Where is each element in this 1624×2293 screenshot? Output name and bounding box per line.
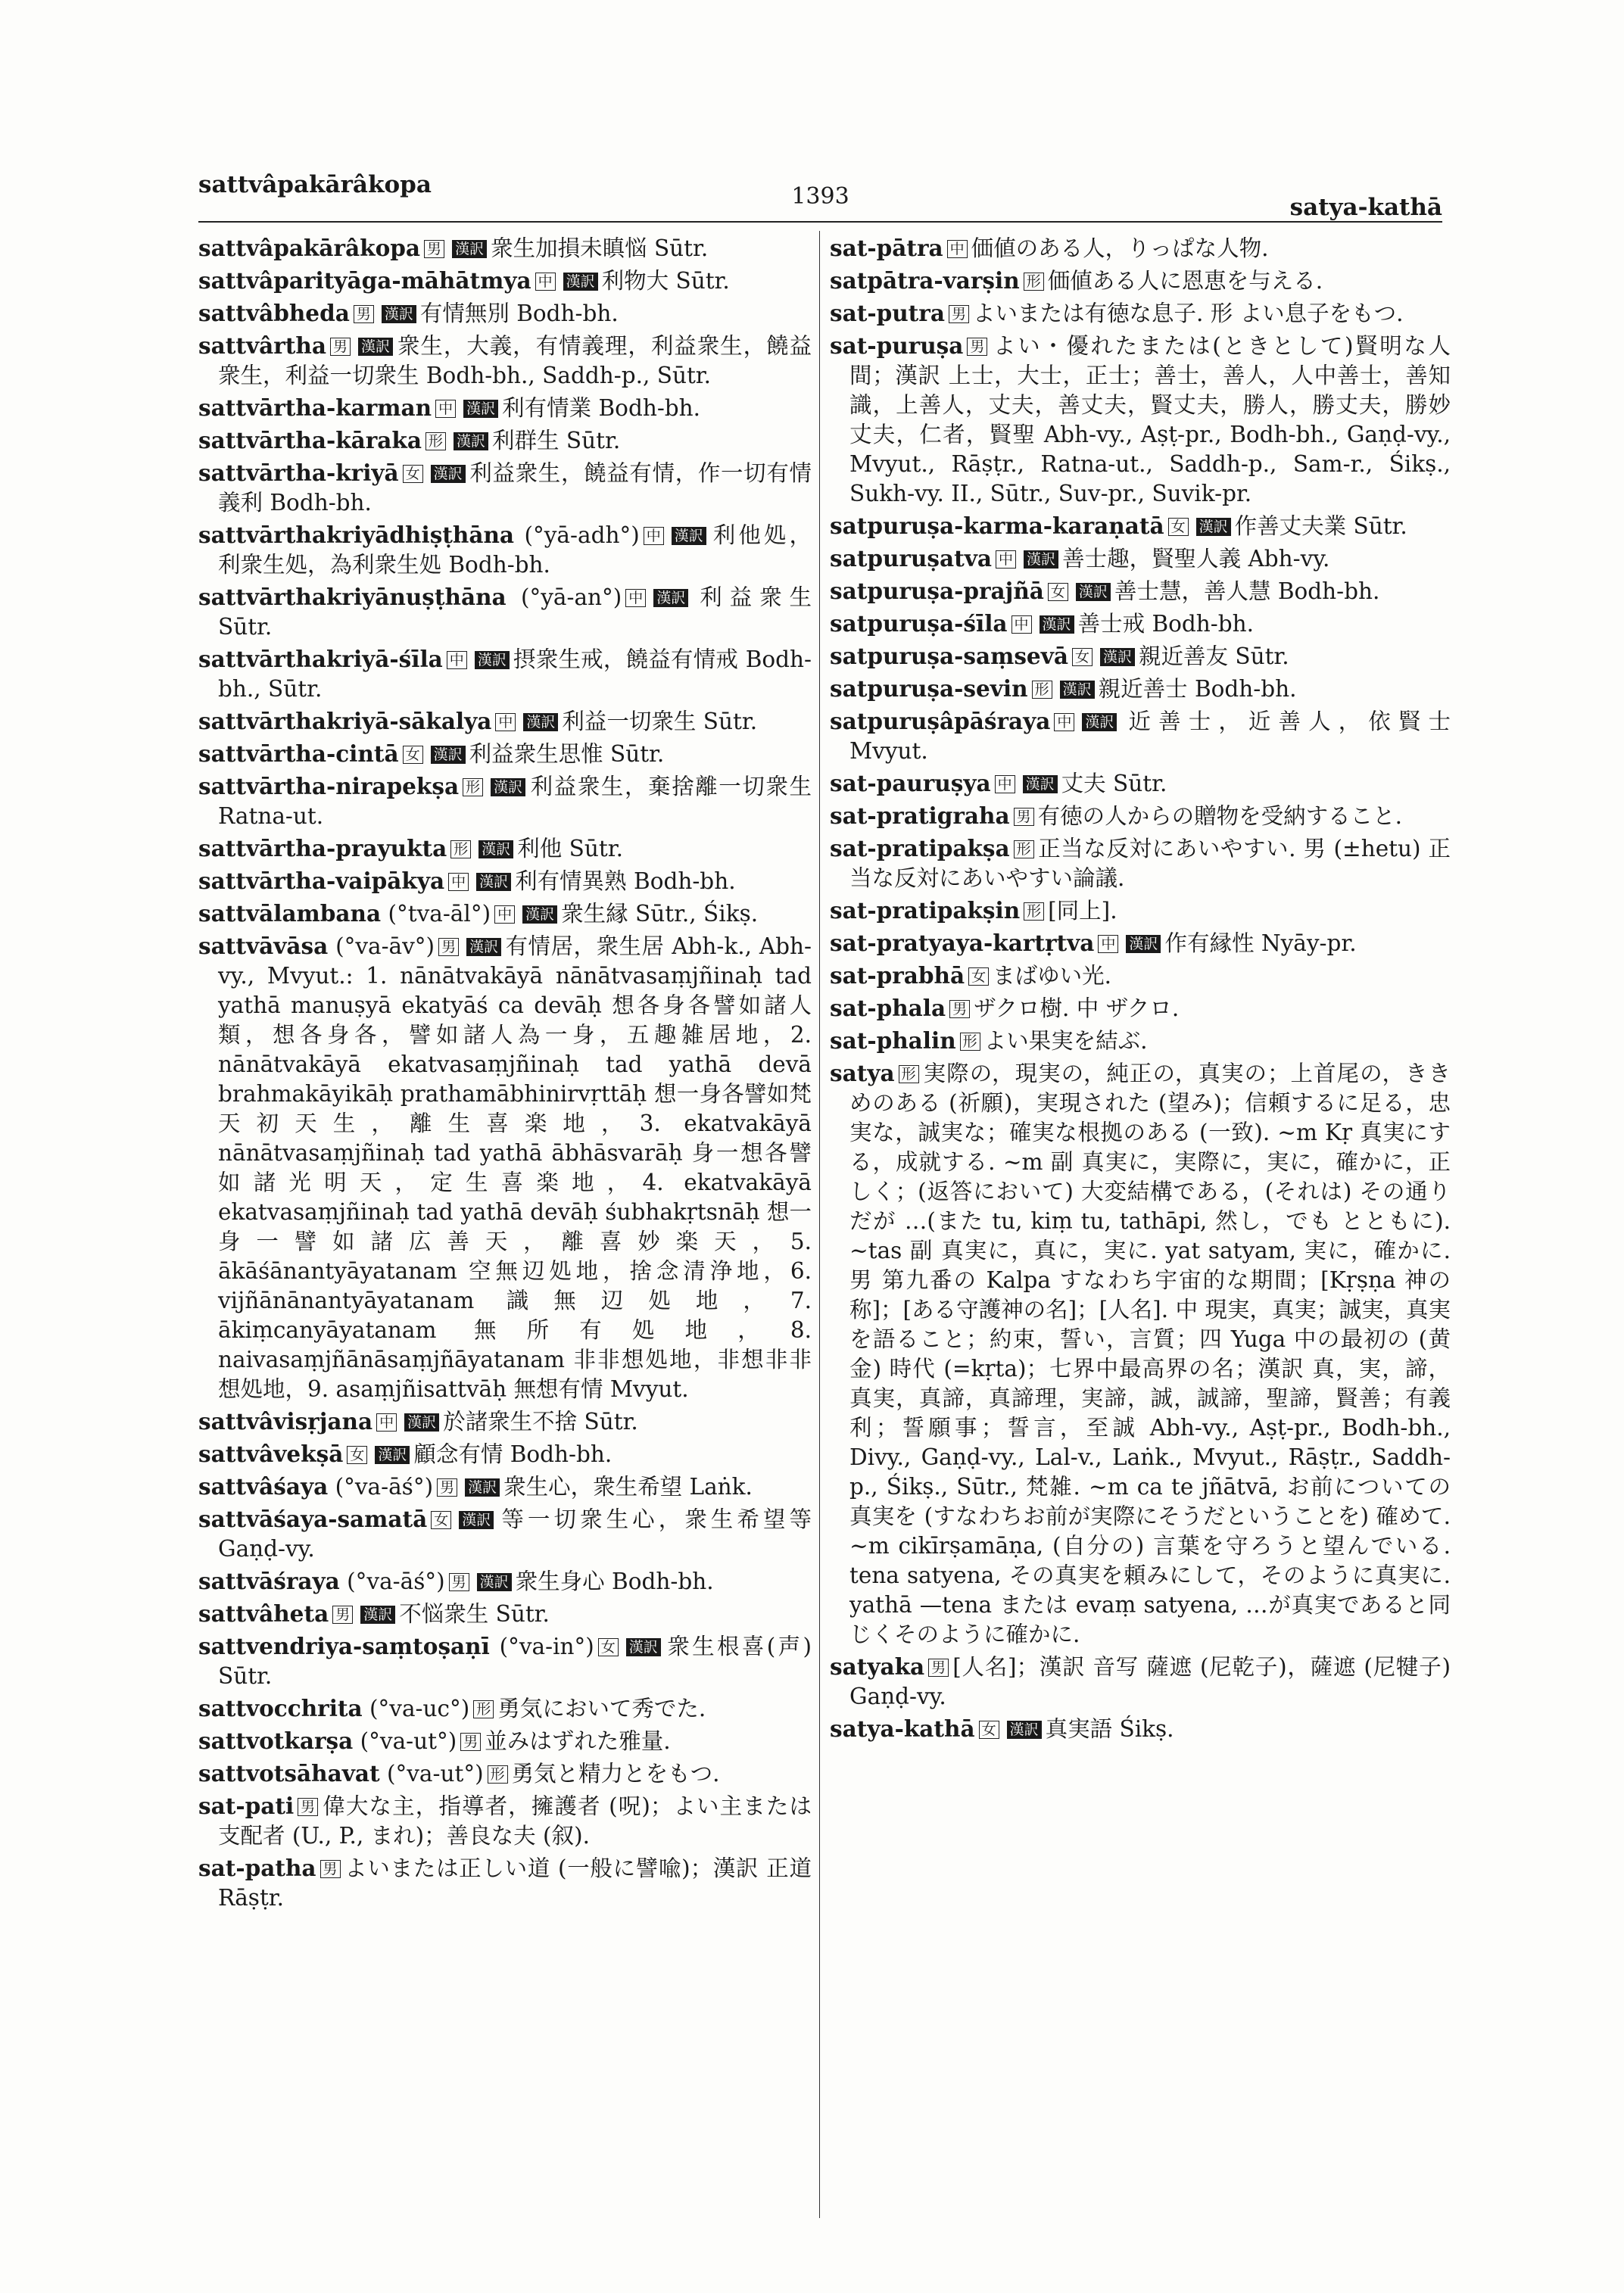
dictionary-entry	[198, 266, 812, 296]
entry-form-note: (°va-ut°)	[360, 1728, 457, 1754]
grammar-marker: 中	[494, 905, 515, 924]
dictionary-entry	[198, 520, 812, 580]
entry-headword: sattvotsāhavat	[198, 1760, 380, 1787]
dictionary-entry	[830, 641, 1451, 671]
entry-definition: 於諸衆生不捨 Sūtr.	[443, 1409, 638, 1435]
dictionary-entry	[198, 739, 812, 769]
entry-definition: [同上].	[1048, 898, 1117, 924]
entry-definition: 有徳の人からの贈物を受納すること.	[1037, 803, 1402, 829]
grammar-marker: 中	[535, 273, 556, 291]
chinese-translation-marker: 漢訳	[563, 273, 598, 291]
entry-definition: 衆生，大義，有情義理，利益衆生，饒益衆生，利益一切衆生 Bodh-bh., Saddh-p., Sūtr.	[218, 333, 812, 388]
chinese-translation-marker: 漢訳	[454, 432, 488, 450]
grammar-marker: 女	[1072, 648, 1093, 666]
grammar-marker: 中	[376, 1413, 397, 1432]
grammar-marker: 中	[996, 550, 1016, 569]
entry-definition: よい・優れたまたは(ときとして)賢明な人間；漢訳 上士，大士，正士；善士，善人，人中善士，善知識，上善人，丈夫，善丈夫，賢丈夫，勝人，勝丈夫，勝妙丈夫，仁者，賢聖 Abh-vy., Aṣṭ-pr., Bodh-bh., Gaṇḍ-vy., Mvyut., Rāṣṭr., Ratna-ut., Saddh-p., Sam-r., Śikṣ., Sukh-vy. II., Sūtr., Suv-pr., Suvik-pr.	[849, 333, 1451, 506]
running-head	[198, 171, 1442, 221]
grammar-marker: 女	[968, 967, 989, 986]
entry-headword: sattvârtha	[198, 332, 326, 359]
left-column	[198, 233, 812, 1915]
entry-headword: sat-pauruṣya	[830, 770, 991, 796]
grammar-marker: 男	[354, 305, 374, 323]
entry-definition: まばゆい光.	[993, 963, 1111, 989]
entry-headword: sattvārtha-nirapekṣa	[198, 773, 460, 799]
grammar-marker: 形	[1024, 273, 1044, 291]
grammar-marker: 男	[437, 1478, 457, 1497]
header-rule	[198, 221, 1442, 223]
grammar-marker: 男	[332, 1606, 353, 1624]
entry-form-note: (°va-in°)	[499, 1634, 594, 1659]
entry-headword: sat-pati	[198, 1793, 295, 1819]
grammar-marker: 男	[949, 1000, 970, 1018]
entry-definition: 衆生身心 Bodh-bh.	[515, 1569, 714, 1594]
entry-definition: 衆生縁 Sūtr., Śikṣ.	[561, 901, 759, 927]
chinese-translation-marker: 漢訳	[452, 240, 487, 258]
entry-headword: satpātra-varṣin	[830, 267, 1020, 294]
entry-definition: 勇気と精力とをもつ.	[511, 1761, 720, 1787]
running-head-right: satya-kathā	[1289, 194, 1442, 221]
dictionary-entry	[830, 993, 1451, 1023]
entry-form-note: (°tva-āl°)	[388, 901, 491, 927]
entry-headword: satpuruṣa-prajñā	[830, 578, 1044, 604]
dictionary-entry	[830, 576, 1451, 606]
entry-headword: sattvārthakriyā-śīla	[198, 646, 443, 672]
dictionary-entry	[198, 1566, 812, 1597]
dictionary-entry	[830, 1714, 1451, 1744]
entry-definition: 利益衆生思惟 Sūtr.	[469, 741, 665, 767]
entry-definition: 真実語 Śikṣ.	[1045, 1716, 1174, 1742]
dictionary-entry	[198, 644, 812, 704]
chinese-translation-marker: 漢訳	[1196, 518, 1231, 536]
entry-form-note: (°va-uc°)	[369, 1696, 470, 1721]
entry-definition: 価値のある人，りっぱな人物.	[971, 235, 1269, 261]
entry-definition: 等一切衆生心，衆生希望等 Gaṇḍ-vy.	[218, 1506, 812, 1562]
entry-headword: sat-patha	[198, 1855, 316, 1881]
grammar-marker: 中	[1098, 935, 1118, 953]
entry-headword: sattvâśaya	[198, 1473, 329, 1500]
entry-definition: 勇気において秀でた.	[497, 1696, 706, 1721]
entry-definition: 衆生根喜(声) Sūtr.	[218, 1634, 812, 1689]
dictionary-entry	[198, 1791, 812, 1851]
entry-form-note: (°va-āś°)	[335, 1474, 434, 1500]
dictionary-entry	[198, 458, 812, 518]
entry-definition: 有情居，衆生居 Abh-k., Abh-vy., Mvyut.: 1. nānātvakāyā nānātvasaṃjñinaḥ tad yathā manuṣyā ekatyāś ca devāḥ 想各身各譬如諸人類，想各身各，譬如諸人為一身，五趣雑居地，2. nānātvakāyā ekatvasaṃjñinaḥ tad yathā devā brahmakāyikāḥ prathamābhinirvṛttāḥ 想一身各譬如梵天初天生，離生喜楽地，3. ekatvakāyā nānātvasaṃjñinaḥ tad yathā ābhāsvarāḥ 身一想各譬如諸光明天，定生喜楽地，4. ekatvakāyā ekatvasaṃjñinaḥ tad yathā devāḥ śubhakṛtsnāḥ 想一身一譬如諸広善天，離喜妙楽天，5. ākāśānantyāyatanam 空無辺処地，捨念清浄地，6. vijñānānantyāyatanam 識無辺処地，7. ākiṃcanyāyatanam 無所有処地，8. naivasaṃjñānāsaṃjñāyatanam 非非想処地，非想非非想処地，9. asaṃjñisattvāḥ 無想有情 Mvyut.	[218, 933, 812, 1402]
dictionary-entry	[198, 1407, 812, 1437]
grammar-marker: 女	[347, 1446, 367, 1464]
grammar-marker: 中	[1011, 615, 1032, 634]
dictionary-entry	[830, 1026, 1451, 1056]
entry-headword: satpuruṣâpāśraya	[830, 708, 1051, 734]
chinese-translation-marker: 漢訳	[459, 1511, 494, 1529]
dictionary-entry	[830, 833, 1451, 893]
chinese-translation-marker: 漢訳	[1100, 648, 1135, 666]
dictionary-entry	[198, 425, 812, 456]
entry-headword: sattvâbheda	[198, 300, 350, 326]
chinese-translation-marker: 漢訳	[672, 527, 706, 545]
page-number: 1393	[791, 183, 849, 210]
entry-headword: sat-pratipakṣin	[830, 897, 1021, 924]
grammar-marker: 中	[644, 527, 664, 545]
entry-definition: 顧念有情 Bodh-bh.	[413, 1441, 613, 1467]
entry-headword: sat-pratigraha	[830, 802, 1010, 829]
grammar-marker: 男	[1014, 808, 1034, 826]
entry-definition: 善士慧，善人慧 Bodh-bh.	[1114, 578, 1380, 604]
dictionary-entry	[198, 1853, 812, 1913]
dictionary-entry	[830, 801, 1451, 831]
entry-definition: 利群生 Sūtr.	[492, 428, 621, 453]
dictionary-entry	[830, 544, 1451, 574]
grammar-marker: 形	[463, 778, 483, 796]
entry-definition: 利他処，利衆生処，為利衆生処 Bodh-bh.	[218, 522, 812, 578]
entry-headword: sattvārtha-vaipākya	[198, 868, 445, 894]
entry-headword: sattvocchrita	[198, 1695, 363, 1721]
entry-headword: sat-pratipakṣa	[830, 835, 1010, 861]
entry-definition: [人名]；漢訳 音写 薩遮 (尼乾子)，薩遮 (尼犍子) Gaṇḍ-vy.	[849, 1654, 1451, 1709]
chinese-translation-marker: 漢訳	[375, 1446, 410, 1464]
chinese-translation-marker: 漢訳	[1060, 681, 1095, 699]
entry-definition: 利有情業 Bodh-bh.	[502, 395, 701, 421]
grammar-marker: 男	[320, 1860, 341, 1878]
grammar-marker: 形	[488, 1765, 508, 1784]
dictionary-entry	[830, 961, 1451, 991]
entry-headword: sattvotkarṣa	[198, 1728, 354, 1754]
chinese-translation-marker: 漢訳	[431, 746, 466, 764]
chinese-translation-marker: 漢訳	[1007, 1721, 1042, 1739]
dictionary-entry	[198, 1693, 812, 1724]
entry-definition: 親近善士 Bodh-bh.	[1098, 676, 1297, 702]
entry-definition: 並みはずれた雅量.	[485, 1728, 671, 1754]
grammar-marker: 中	[495, 713, 516, 731]
entry-headword: sattvārthakriyādhiṣṭhāna	[198, 522, 515, 548]
entry-headword: sattvendriya-saṃtoṣaṇī	[198, 1633, 490, 1659]
entry-definition: 利他 Sūtr.	[517, 836, 623, 861]
grammar-marker: 女	[403, 465, 423, 483]
running-head-left: sattvâpakārâkopa	[198, 171, 432, 198]
entry-definition: よい果実を結ぶ.	[983, 1028, 1148, 1054]
grammar-marker: 男	[424, 240, 444, 258]
entry-headword: sattvārtha-kāraka	[198, 427, 422, 453]
grammar-marker: 中	[435, 400, 456, 418]
entry-definition: 利益衆生，饒益有情，作一切有情義利 Bodh-bh.	[218, 460, 812, 516]
grammar-marker: 男	[928, 1659, 949, 1677]
grammar-marker: 形	[425, 432, 446, 450]
entry-definition: 作有縁性 Nyāy-pr.	[1164, 930, 1357, 956]
entry-definition: 不悩衆生 Sūtr.	[399, 1601, 550, 1627]
dictionary-entry	[198, 1726, 812, 1756]
chinese-translation-marker: 漢訳	[522, 905, 557, 924]
grammar-marker: 中	[995, 775, 1015, 793]
grammar-marker: 形	[899, 1065, 919, 1083]
dictionary-entry	[830, 331, 1451, 509]
dictionary-entry	[198, 1631, 812, 1691]
entry-headword: sattvâheta	[198, 1600, 329, 1627]
entry-definition: 親近善友 Sūtr.	[1138, 643, 1289, 669]
grammar-marker: 女	[1168, 518, 1189, 536]
entry-form-note: (°yā-an°)	[520, 584, 622, 610]
chinese-translation-marker: 漢訳	[358, 338, 393, 356]
dictionary-entry	[198, 393, 812, 423]
entry-headword: sattvāśraya	[198, 1568, 340, 1594]
dictionary-entry	[198, 1472, 812, 1502]
dictionary-entry	[830, 609, 1451, 639]
entry-headword: sattvārtha-cintā	[198, 740, 399, 767]
entry-definition: 衆生心，衆生希望 Laṅk.	[503, 1474, 753, 1500]
entry-headword: satpuruṣatva	[830, 545, 993, 572]
grammar-marker: 形	[1032, 681, 1052, 699]
entry-headword: sat-phala	[830, 995, 946, 1021]
dictionary-entry	[830, 1058, 1451, 1650]
grammar-marker: 男	[438, 938, 459, 956]
entry-definition: 作善丈夫業 Sūtr.	[1234, 513, 1407, 539]
entry-definition: 有情無別 Bodh-bh.	[419, 301, 619, 326]
chinese-translation-marker: 漢訳	[382, 305, 416, 323]
chinese-translation-marker: 漢訳	[478, 840, 513, 858]
entry-definition: よいまたは正しい道 (一般に譬喩)；漢訳 正道 Rāṣṭr.	[218, 1855, 812, 1911]
entry-headword: satpuruṣa-śīla	[830, 610, 1008, 637]
entry-headword: satyaka	[830, 1653, 925, 1680]
entry-headword: sat-puruṣa	[830, 332, 964, 359]
grammar-marker: 中	[447, 651, 467, 669]
dictionary-entry	[830, 233, 1451, 263]
right-column	[830, 233, 1451, 1746]
grammar-marker: 男	[449, 1573, 469, 1591]
entry-headword: satpuruṣa-karma-karaṇatā	[830, 512, 1164, 539]
entry-headword: sat-pratyaya-kartṛtva	[830, 930, 1095, 956]
grammar-marker: 形	[1014, 840, 1034, 858]
dictionary-entry	[830, 706, 1451, 766]
grammar-marker: 中	[448, 873, 469, 891]
dictionary-entry	[198, 899, 812, 929]
dictionary-entry	[198, 331, 812, 391]
entry-headword: satya	[830, 1060, 895, 1086]
chinese-translation-marker: 漢訳	[465, 1478, 500, 1497]
entry-headword: sat-pātra	[830, 235, 943, 261]
grammar-marker: 中	[1054, 713, 1074, 731]
grammar-marker: 形	[960, 1033, 980, 1051]
dictionary-entry	[198, 1599, 812, 1629]
entry-headword: sattvâvisṛjana	[198, 1408, 373, 1435]
grammar-marker: 女	[1048, 583, 1068, 601]
chinese-translation-marker: 漢訳	[1126, 935, 1161, 953]
dictionary-entry	[198, 582, 812, 642]
chinese-translation-marker: 漢訳	[1082, 713, 1117, 731]
dictionary-entry	[198, 1759, 812, 1789]
dictionary-entry	[198, 771, 812, 831]
entry-definition: 偉大な主，指導者，擁護者 (呪)；よい主または支配者 (U., P., まれ)；善良な夫 (叙).	[218, 1793, 812, 1849]
entry-headword: sat-putra	[830, 300, 945, 326]
entry-definition: 実際の，現実の，純正の，真実の；上首尾の，ききめのある (祈願)，実現された (望み)；信頼するに足る，忠実な，誠実な；確実な根拠のある (一致). ~m Kṛ 真実にする，成就する. ~m 副 真実に，実際に，実に，確かに，正しく；(返答において) 大変結構である，(それは) その通りだが …(また tu, kiṃ tu, tathāpi, 然し，でも とともに). ~tas 副 真実に，真に，実に. yat satyam, 実に，確かに. 男 第九番の Kalpa すなわち宇宙的な期間；[Kṛṣṇa 神の称]；[ある守護神の名]；[人名]. 中 現実，真実；誠実，真実を語ること；約束，誓い，言質；四 Yuga 中の最初の (黄金) 時代 (=kṛta)；七界中最高界の名；漢訳 真，実，諦，真実，真諦，真諦理，実諦，誠，誠諦，聖諦，賢善；有義利；誓願事；誓言，至誠 Abh-vy., Aṣṭ-pr., Bodh-bh., Divy., Gaṇḍ-vy., Lal-v., Laṅk., Mvyut., Rāṣṭr., Saddh-p., Śikṣ., Sūtr., 梵雑. ~m ca te jñātvā, お前についての真実を (すなわちお前が実際にそうだということを) 確めて. ~m cikīrṣamāṇa, (自分の) 言葉を守ろうと望んでいる. tena satyena, その真実を頼みにして，そのように真実に. yathā —tena または evaṃ satyena, …が真実であると同じくそのように確かに.	[849, 1061, 1451, 1647]
dictionary-entry	[198, 833, 812, 864]
chinese-translation-marker: 漢訳	[360, 1606, 395, 1624]
entry-definition: 価値ある人に恩恵を与える.	[1047, 268, 1323, 294]
dictionary-entry	[830, 298, 1451, 329]
entry-headword: sattvārthakriyānuṣṭhāna	[198, 584, 507, 610]
entry-form-note: (°yā-adh°)	[524, 522, 640, 548]
dictionary-entry	[830, 928, 1451, 958]
chinese-translation-marker: 漢訳	[523, 713, 558, 731]
entry-headword: satpuruṣa-sevin	[830, 675, 1028, 702]
entry-headword: sattvāśaya-samatā	[198, 1506, 428, 1532]
entry-definition: よいまたは有徳な息子. 形 よい息子をもつ.	[972, 301, 1404, 326]
grammar-marker: 女	[979, 1721, 999, 1739]
chinese-translation-marker: 漢訳	[1024, 550, 1058, 569]
entry-definition: 摂衆生戒，饒益有情戒 Bodh-bh., Sūtr.	[218, 646, 812, 702]
chinese-translation-marker: 漢訳	[653, 589, 688, 607]
dictionary-entry	[830, 266, 1451, 296]
entry-definition: 利益一切衆生 Sūtr.	[562, 709, 758, 734]
dictionary-entry	[198, 706, 812, 737]
grammar-marker: 男	[967, 338, 987, 356]
grammar-marker: 形	[473, 1700, 494, 1718]
dictionary-entry	[198, 866, 812, 896]
dictionary-entry	[198, 931, 812, 1404]
chinese-translation-marker: 漢訳	[1023, 775, 1058, 793]
entry-form-note: (°va-āv°)	[335, 933, 435, 959]
entry-definition: 利益衆生 Sūtr.	[218, 584, 812, 640]
entry-headword: sattvâparityāga-māhātmya	[198, 267, 531, 294]
entry-definition: 利物大 Sūtr.	[601, 268, 730, 294]
chinese-translation-marker: 漢訳	[475, 651, 510, 669]
dictionary-entry	[198, 298, 812, 329]
entry-headword: sattvâvekṣā	[198, 1441, 344, 1467]
entry-headword: sattvārtha-prayukta	[198, 835, 447, 861]
entry-definition: 善士趣，賢聖人義 Abh-vy.	[1062, 546, 1330, 572]
chinese-translation-marker: 漢訳	[1076, 583, 1111, 601]
entry-headword: satya-kathā	[830, 1715, 975, 1742]
grammar-marker: 男	[298, 1798, 318, 1816]
entry-headword: sat-phalin	[830, 1027, 956, 1054]
dictionary-entry	[830, 511, 1451, 541]
entry-form-note: (°va-āś°)	[347, 1569, 445, 1594]
dictionary-entry	[830, 768, 1451, 799]
dictionary-entry	[198, 1504, 812, 1564]
column-divider	[819, 231, 820, 2218]
dictionary-entry	[830, 896, 1451, 926]
entry-definition: 利有情異熟 Bodh-bh.	[515, 868, 736, 894]
chinese-translation-marker: 漢訳	[404, 1413, 439, 1432]
entry-definition: 衆生加損未瞋悩 Sūtr.	[491, 235, 709, 261]
entry-definition: 善士戒 Bodh-bh.	[1077, 611, 1254, 637]
grammar-marker: 男	[460, 1733, 481, 1751]
chinese-translation-marker: 漢訳	[626, 1638, 661, 1656]
grammar-marker: 女	[403, 746, 423, 764]
grammar-marker: 形	[1024, 902, 1044, 921]
dictionary-entry	[198, 1439, 812, 1469]
dictionary-entry	[830, 1652, 1451, 1712]
dictionary-entry	[830, 674, 1451, 704]
dictionary-entry	[198, 233, 812, 263]
grammar-marker: 中	[947, 240, 968, 258]
entry-headword: sattvārtha-karman	[198, 394, 432, 421]
entry-headword: sattvārtha-kriyā	[198, 460, 399, 486]
chinese-translation-marker: 漢訳	[1040, 615, 1074, 634]
chinese-translation-marker: 漢訳	[491, 778, 525, 796]
entry-definition: 正当な反対にあいやすい. 男 (±hetu) 正当な反対にあいやすい論議.	[849, 836, 1451, 891]
entry-form-note: (°va-ut°)	[386, 1761, 484, 1787]
entry-definition: 近善士，近善人，依賢士 Mvyut.	[849, 709, 1451, 764]
entry-definition: 丈夫 Sūtr.	[1061, 771, 1167, 796]
entry-definition: 利益衆生，棄捨離一切衆生 Ratna-ut.	[218, 774, 812, 829]
grammar-marker: 男	[949, 305, 969, 323]
chinese-translation-marker: 漢訳	[476, 873, 511, 891]
chinese-translation-marker: 漢訳	[431, 465, 466, 483]
chinese-translation-marker: 漢訳	[463, 400, 498, 418]
entry-headword: sattvāvāsa	[198, 933, 329, 959]
chinese-translation-marker: 漢訳	[466, 938, 501, 956]
grammar-marker: 女	[598, 1638, 619, 1656]
grammar-marker: 男	[330, 338, 351, 356]
entry-headword: sat-prabhā	[830, 962, 965, 989]
entry-headword: sattvâpakārâkopa	[198, 235, 421, 261]
grammar-marker: 中	[625, 589, 646, 607]
entry-definition: ザクロ樹. 中 ザクロ.	[974, 995, 1180, 1021]
entry-headword: sattvārthakriyā-sākalya	[198, 708, 492, 734]
grammar-marker: 女	[431, 1511, 451, 1529]
entry-headword: sattvālambana	[198, 900, 382, 927]
entry-headword: satpuruṣa-saṃsevā	[830, 643, 1068, 669]
chinese-translation-marker: 漢訳	[477, 1573, 512, 1591]
grammar-marker: 形	[450, 840, 471, 858]
